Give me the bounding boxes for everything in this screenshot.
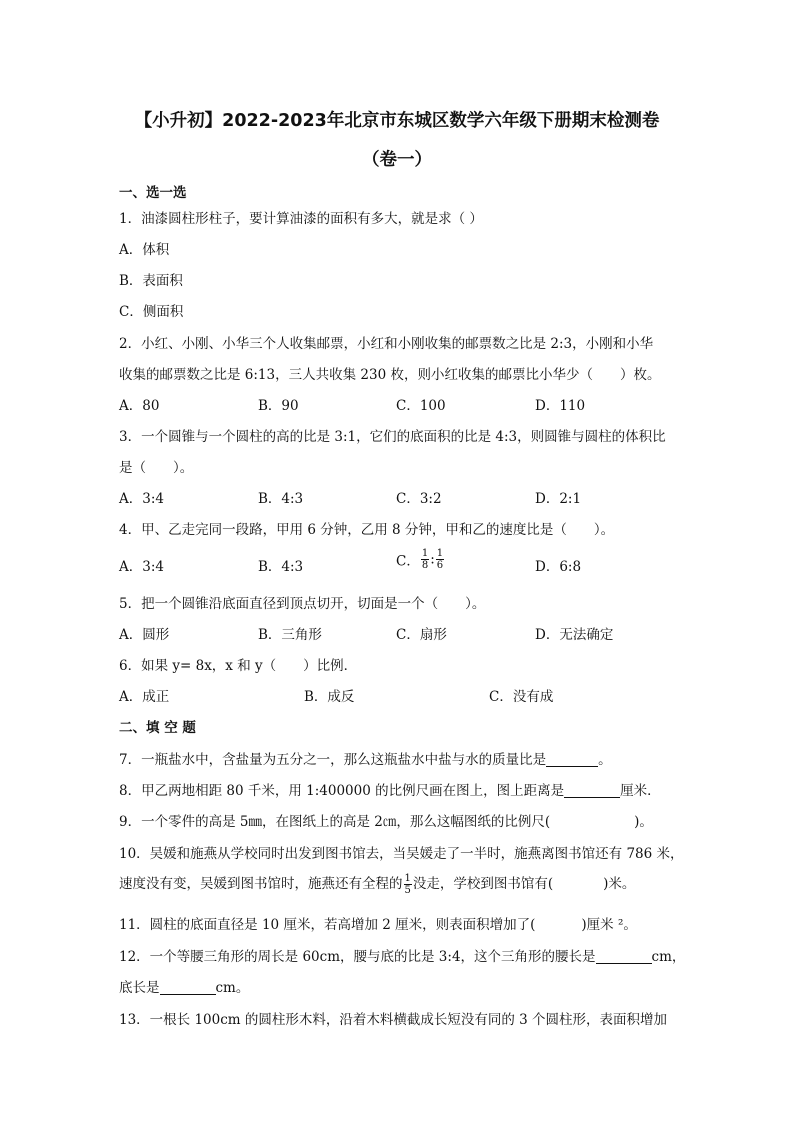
q12-line1-text: 12．一个等腰三角形的周长是 60cm，腰与底的比是 3:4，这个三角形的腰长是 — [119, 949, 596, 965]
section-choice-heading: 一、选一选 — [119, 185, 187, 201]
q5-option-c: C．扇形 — [396, 627, 447, 643]
q4-colon: : — [430, 551, 435, 568]
q11-text: 11．圆柱的底面直径是 10 厘米，若高增加 2 厘米，则表面积增加了( — [119, 917, 536, 933]
q10-fraction — [404, 873, 412, 896]
q8-end: 厘米． — [620, 783, 661, 799]
q9-line — [119, 810, 653, 830]
q3-stem-line2: 是（ ）。 — [119, 460, 194, 476]
q4-option-a: A．3:4 — [119, 559, 164, 575]
q6-stem: 6．如果 y= 8x，x 和 y（ ）比例． — [119, 658, 358, 674]
q4-fraction-2 — [436, 548, 444, 571]
q12-line1 — [119, 945, 685, 965]
q11-end: )厘米 ²。 — [581, 917, 637, 933]
q9-end: )。 — [634, 814, 653, 830]
q4-option-c-label: C． — [396, 553, 420, 570]
q10-line2-start: 速度没有变，吴媛到图书馆时，施燕还有全程的 — [119, 876, 403, 892]
q4-fraction-1-denominator: 8 — [421, 560, 429, 571]
q2-stem-line2: 收集的邮票数之比是 6:13，三人共收集 230 枚，则小红收集的邮票比小华少（ ）枚。 — [119, 367, 661, 383]
exam-title: 【小升初】2022-2023年北京市东城区数学六年级下册期末检测卷 — [134, 111, 660, 131]
q8-line — [119, 779, 661, 799]
q3-stem-line1: 3．一个圆锥与一个圆柱的高的比是 3:1，它们的底面积的比是 4:3，则圆锥与圆柱的体积比 — [119, 429, 666, 445]
q7-text: 7．一瓶盐水中，含盐量为五分之一，那么这瓶盐水中盐与水的质量比是 — [119, 752, 547, 768]
q2-option-b: B．90 — [258, 398, 299, 414]
q2-stem-line1: 2．小红、小刚、小华三个人收集邮票，小红和小刚收集的邮票数之比是 2:3，小刚和小华 — [119, 336, 654, 352]
q8-answer-blank[interactable] — [564, 783, 620, 798]
q4-fraction-2-denominator: 6 — [436, 560, 444, 571]
q3-option-c: C．3:2 — [396, 491, 442, 507]
q4-fraction-2-numerator: 1 — [436, 548, 444, 559]
q2-option-d: D．110 — [535, 398, 586, 414]
q10-fraction-numerator: 1 — [404, 873, 411, 884]
q10-line2 — [119, 872, 635, 896]
q3-option-d: D．2:1 — [535, 491, 582, 507]
q3-option-a: A．3:4 — [119, 491, 164, 507]
q10-line2-middle: 没走，学校到图书馆有( — [412, 876, 554, 892]
q6-option-c: C．没有成 — [489, 689, 554, 705]
q7-answer-blank[interactable] — [546, 752, 598, 767]
q12-line2-end: cm。 — [215, 980, 250, 996]
q4-fraction-1 — [421, 548, 429, 571]
q1-option-c: C．侧面积 — [119, 304, 184, 320]
section-fill-heading: 二、填 空 题 — [119, 720, 196, 736]
q12-line2-text: 底长是 — [119, 980, 160, 996]
q7-line — [119, 748, 612, 768]
q12-line2 — [119, 976, 249, 996]
q1-stem: 1．油漆圆柱形柱子，要计算油漆的面积有多大，就是求（ ） — [119, 211, 483, 227]
q5-option-a: A．圆形 — [119, 627, 170, 643]
q12-base-blank[interactable] — [160, 980, 216, 995]
q6-option-a: A．成正 — [119, 689, 170, 705]
q4-stem: 4．甲、乙走完同一段路，甲用 6 分钟，乙用 8 分钟，甲和乙的速度比是（ ）。 — [119, 522, 615, 538]
q8-text: 8．甲乙两地相距 80 千米，用 1:400000 的比例尺画在图上，图上距离是 — [119, 783, 565, 799]
q4-option-d: D．6:8 — [535, 559, 582, 575]
q12-leg-blank[interactable] — [596, 949, 652, 964]
q9-text: 9．一个零件的高是 5㎜，在图纸上的高是 2㎝，那么这幅图纸的比例尺( — [119, 814, 551, 830]
q5-stem: 5．把一个圆锥沿底面直径到顶点切开，切面是一个（ ）。 — [119, 596, 486, 612]
exam-subtitle: （卷一） — [362, 150, 432, 170]
q1-option-b: B．表面积 — [119, 273, 183, 289]
q2-option-a: A．80 — [119, 398, 160, 414]
q11-line — [119, 913, 637, 933]
q3-option-b: B．4:3 — [258, 491, 304, 507]
q1-option-a: A．体积 — [119, 242, 170, 258]
q10-line2-end: )米。 — [603, 876, 636, 892]
q2-option-c: C．100 — [396, 398, 446, 414]
q10-fraction-denominator: 5 — [404, 885, 411, 896]
q7-end: 。 — [598, 752, 612, 768]
q13-line: 13．一根长 100cm 的圆柱形木料，沿着木料横截成长短没有同的 3 个圆柱形，表面积增加 — [119, 1012, 668, 1028]
q5-option-b: B．三角形 — [258, 627, 322, 643]
q12-line1-end: cm， — [651, 949, 686, 965]
q10-line1: 10．吴媛和施燕从学校同时出发到图书馆去，当吴媛走了一半时，施燕离图书馆还有 786 米， — [119, 846, 684, 862]
q6-option-b: B．成反 — [304, 689, 355, 705]
q5-option-d: D．无法确定 — [535, 627, 614, 643]
q4-option-b: B．4:3 — [258, 559, 304, 575]
q4-option-c — [396, 548, 445, 571]
q4-fraction-1-numerator: 1 — [421, 548, 429, 559]
